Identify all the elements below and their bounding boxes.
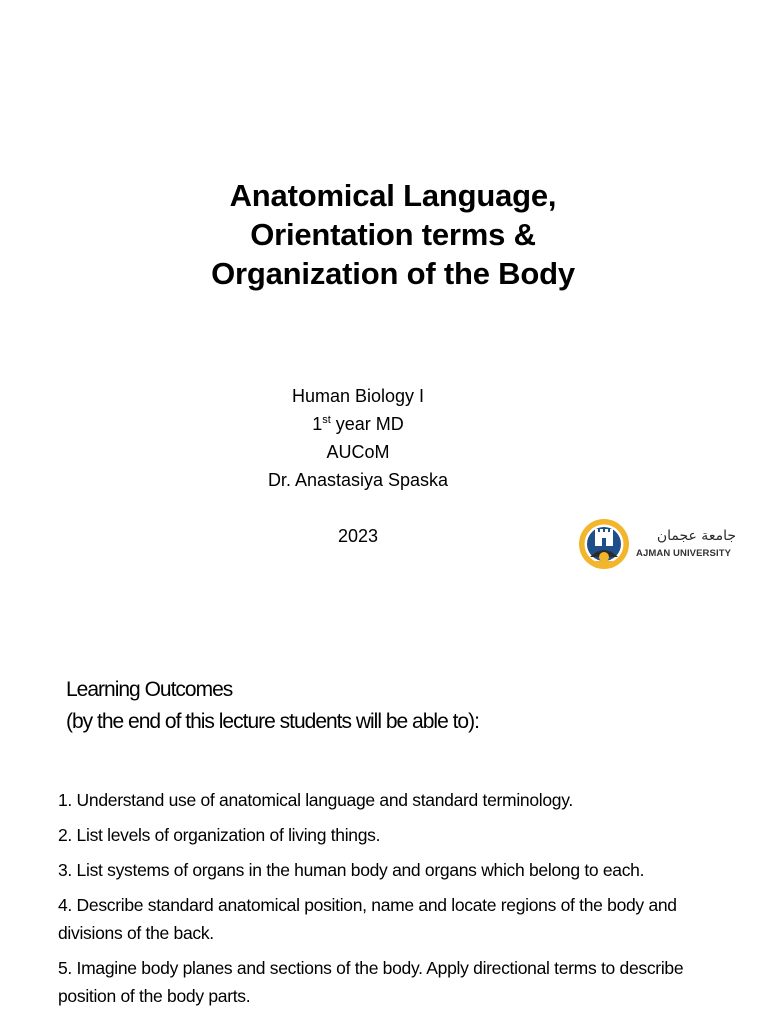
year-suffix: st <box>322 414 331 426</box>
lecture-title <box>0 176 768 293</box>
list-item: 5. Imagine body planes and sections of the body. Apply directional terms to describe position of the body parts. <box>58 958 684 1006</box>
title-line: Orientation terms & <box>250 217 536 252</box>
title-line: Organization of the Body <box>211 256 575 291</box>
college-name: AUCoM <box>326 442 390 462</box>
lecturer-name: Dr. Anastasiya Spaska <box>267 470 449 490</box>
title-line: Anatomical Language, <box>229 178 557 213</box>
year-rest: year MD <box>330 414 404 434</box>
year-number: 1 <box>312 414 323 434</box>
list-item: 1. Understand use of anatomical language and standard terminology. <box>58 790 573 810</box>
course-name: Human Biology I <box>291 386 425 406</box>
outcomes-list <box>58 786 718 1017</box>
learning-outcomes-heading <box>66 674 746 738</box>
lecture-info <box>208 382 508 550</box>
study-year <box>208 410 508 438</box>
lecture-year: 2023 <box>337 526 379 546</box>
heading-line: Learning Outcomes <box>66 678 233 701</box>
university-emblem-icon <box>578 517 630 571</box>
list-item: 2. List levels of organization of living things. <box>58 825 381 845</box>
learning-outcomes-slide <box>0 660 768 1024</box>
list-item: 4. Describe standard anatomical position, name and locate regions of the body and divisions of the back. <box>58 895 677 943</box>
university-name-english: AJMAN UNIVERSITY <box>636 548 732 559</box>
heading-line: (by the end of this lecture students will be able to): <box>66 710 479 733</box>
university-name-arabic: جامعة عجمان <box>656 528 736 544</box>
university-logo <box>578 517 748 573</box>
list-item: 3. List systems of organs in the human body and organs which belong to each. <box>58 860 645 880</box>
